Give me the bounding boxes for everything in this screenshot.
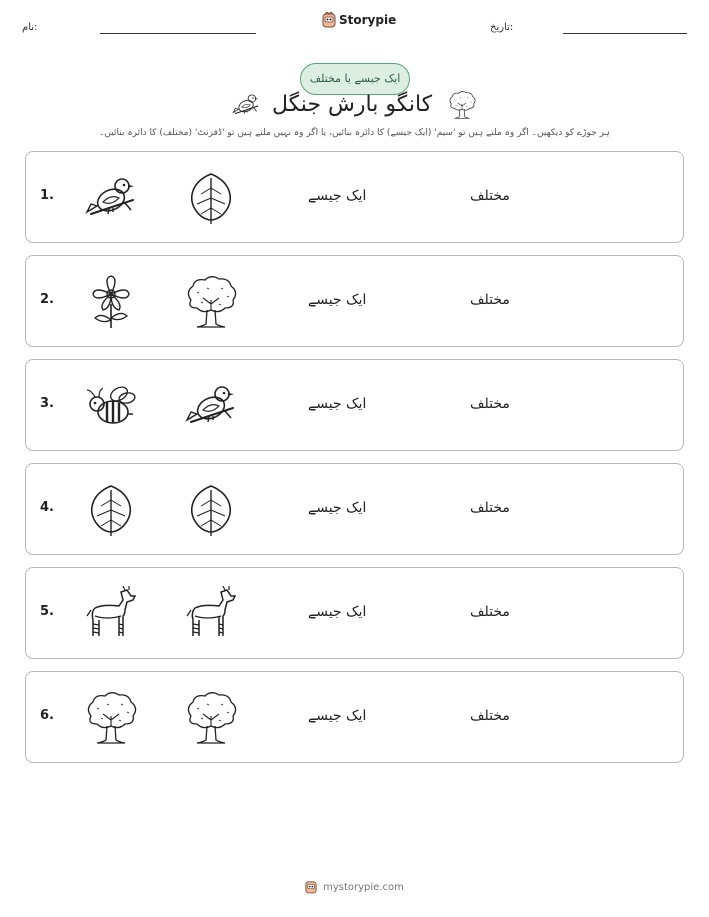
exercise-number: 3. [40,396,54,411]
storypie-logo [322,12,396,28]
page-title: کانگو بارش جنگل [272,92,433,117]
title-row [0,90,709,126]
exercise-number: 6. [40,708,54,723]
option-same[interactable]: ایک جیسے [308,292,367,308]
leaf-icon [181,170,241,226]
option-different[interactable]: مختلف [470,188,510,204]
tree-icon [181,690,241,746]
leaf-icon [81,482,141,538]
tree-icon [446,90,478,120]
instructions: ہر جوڑے کو دیکھیں۔ اگر وہ ملتے ہیں تو 'سیم' (ایک جیسے) کا دائرہ بنائیں، یا اگر وہ نہیں ملتے ہیں تو 'ڈفرنٹ' (مختلف) کا دائرہ بنائیں۔ [99,128,610,138]
option-different[interactable]: مختلف [470,708,510,724]
option-same[interactable]: ایک جیسے [308,188,367,204]
option-same[interactable]: ایک جیسے [308,604,367,620]
exercise-number: 1. [40,188,54,203]
bird-icon [81,170,141,226]
exercise-number: 2. [40,292,54,307]
option-different[interactable]: مختلف [470,500,510,516]
option-different[interactable]: مختلف [470,292,510,308]
name-label: نام: [22,22,38,33]
flower-icon [81,274,141,330]
name-line[interactable] [100,33,256,34]
exercise-row [25,151,684,243]
option-different[interactable]: مختلف [470,396,510,412]
exercise-row [25,255,684,347]
logo-text: Storypie [339,13,397,27]
leaf-icon [181,482,241,538]
exercise-row [25,359,684,451]
page-header [0,0,709,48]
bird-icon [230,90,262,120]
worksheet-type-badge: ایک جیسے یا مختلف [300,63,410,95]
exercise-row [25,567,684,659]
exercise-number: 5. [40,604,54,619]
exercise-row [25,671,684,763]
tree-icon [181,274,241,330]
date-label: تاریخ: [490,22,514,33]
exercise-number: 4. [40,500,54,515]
storypie-mascot-icon [322,12,336,28]
bird-icon [181,378,241,434]
footer-url: mystorypie.com [323,881,404,893]
exercise-row [25,463,684,555]
option-same[interactable]: ایک جیسے [308,708,367,724]
page-footer [0,880,709,894]
option-different[interactable]: مختلف [470,604,510,620]
okapi-icon [181,586,241,642]
tree-icon [81,690,141,746]
option-same[interactable]: ایک جیسے [308,396,367,412]
option-same[interactable]: ایک جیسے [308,500,367,516]
okapi-icon [81,586,141,642]
date-line[interactable] [563,33,687,34]
bee-icon [81,378,141,434]
storypie-mascot-icon [305,880,317,894]
